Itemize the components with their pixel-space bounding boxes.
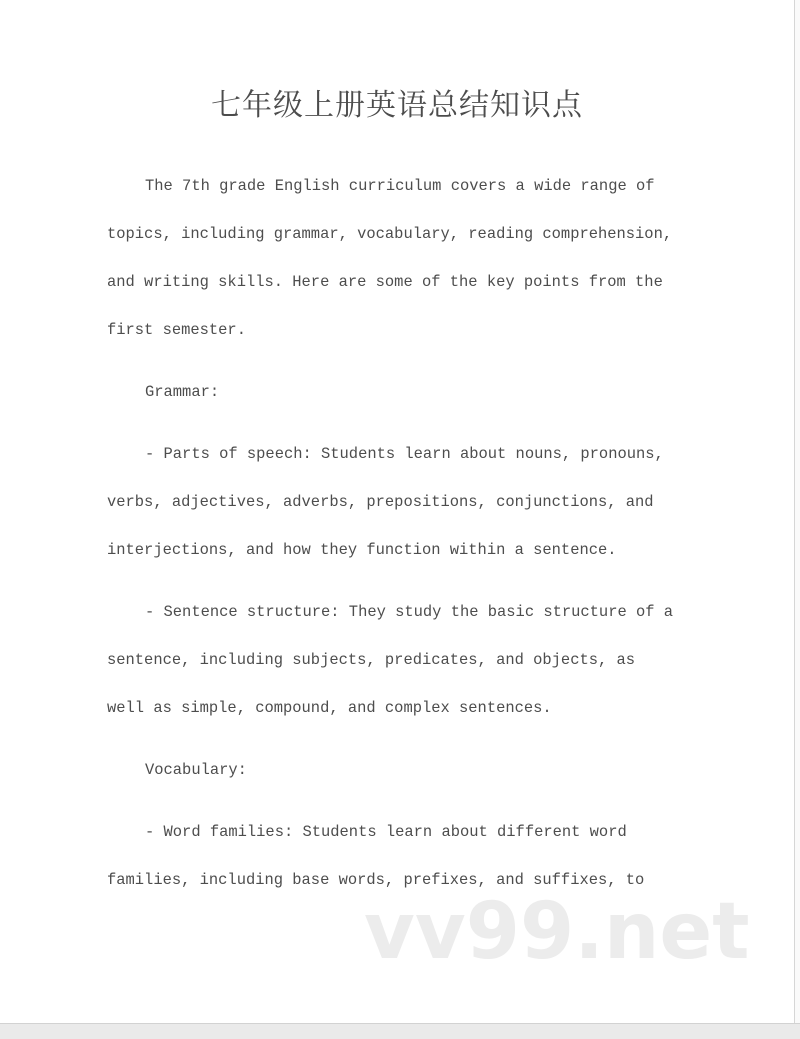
text-line: - Sentence structure: They study the basic structure of a [145, 603, 674, 621]
document-title: 七年级上册英语总结知识点 [211, 89, 583, 122]
text-line: first semester. [107, 321, 246, 339]
paragraph [107, 162, 727, 354]
text-line: Grammar: [145, 383, 220, 401]
text-line: and writing skills. Here are some of the key points from the [107, 273, 663, 291]
paragraph [107, 368, 727, 416]
text-line: - Parts of speech: Students learn about nouns, pronouns, [145, 445, 664, 463]
text-line: interjections, and how they function within a sentence. [107, 541, 617, 559]
page-gap [0, 1023, 800, 1039]
text-line: sentence, including subjects, predicates, and objects, as [107, 651, 636, 669]
watermark: vv99.net [364, 887, 750, 977]
text-line: families, including base words, prefixes, and suffixes, to [107, 871, 645, 889]
paragraph [107, 588, 727, 732]
paragraph [107, 808, 727, 904]
text-line: verbs, adjectives, adverbs, prepositions, conjunctions, and [107, 493, 654, 511]
text-line: - Word families: Students learn about different word [145, 823, 627, 841]
text-line: well as simple, compound, and complex sentences. [107, 699, 552, 717]
text-line: The 7th grade English curriculum covers a wide range of [145, 177, 655, 195]
paragraph [107, 430, 727, 574]
paragraph [107, 746, 727, 794]
text-line: Vocabulary: [145, 761, 247, 779]
text-line: topics, including grammar, vocabulary, reading comprehension, [107, 225, 673, 243]
document-body [107, 162, 727, 918]
right-gutter [795, 0, 800, 1023]
